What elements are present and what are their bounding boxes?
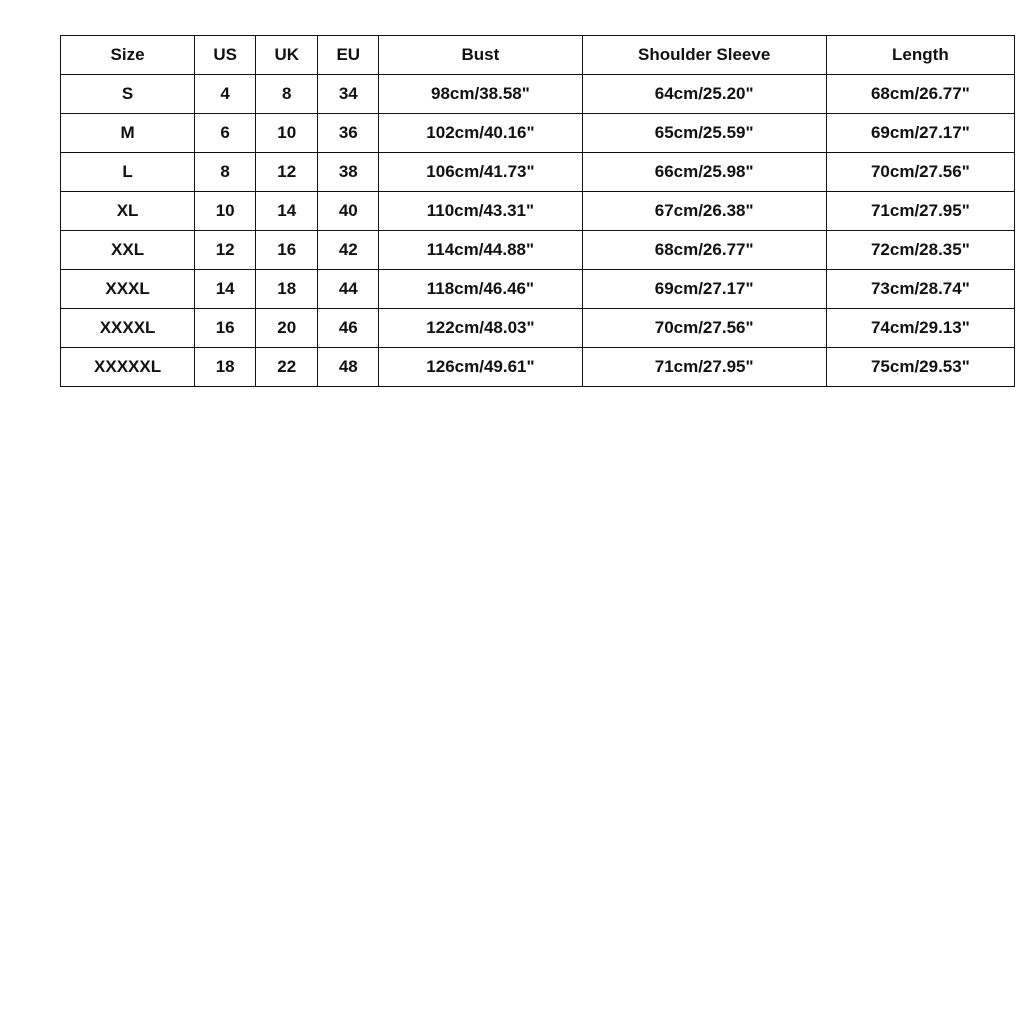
cell-us: 10 xyxy=(195,192,256,231)
header-bust: Bust xyxy=(379,36,582,75)
cell-bust: 98cm/38.58" xyxy=(379,75,582,114)
cell-length: 68cm/26.77" xyxy=(826,75,1014,114)
cell-shoulder-sleeve: 64cm/25.20" xyxy=(582,75,826,114)
header-us: US xyxy=(195,36,256,75)
cell-size: XXXXXL xyxy=(61,348,195,387)
cell-length: 75cm/29.53" xyxy=(826,348,1014,387)
cell-size: XXL xyxy=(61,231,195,270)
cell-us: 14 xyxy=(195,270,256,309)
table-row xyxy=(61,270,1015,309)
cell-eu: 44 xyxy=(318,270,379,309)
cell-bust: 126cm/49.61" xyxy=(379,348,582,387)
header-eu: EU xyxy=(318,36,379,75)
cell-size: XL xyxy=(61,192,195,231)
cell-shoulder-sleeve: 70cm/27.56" xyxy=(582,309,826,348)
cell-us: 8 xyxy=(195,153,256,192)
cell-bust: 110cm/43.31" xyxy=(379,192,582,231)
cell-size: XXXL xyxy=(61,270,195,309)
cell-eu: 34 xyxy=(318,75,379,114)
cell-uk: 20 xyxy=(256,309,318,348)
cell-eu: 36 xyxy=(318,114,379,153)
cell-bust: 118cm/46.46" xyxy=(379,270,582,309)
cell-shoulder-sleeve: 67cm/26.38" xyxy=(582,192,826,231)
cell-us: 16 xyxy=(195,309,256,348)
table-row xyxy=(61,114,1015,153)
cell-us: 6 xyxy=(195,114,256,153)
cell-shoulder-sleeve: 66cm/25.98" xyxy=(582,153,826,192)
cell-size: M xyxy=(61,114,195,153)
cell-eu: 42 xyxy=(318,231,379,270)
header-uk: UK xyxy=(256,36,318,75)
cell-length: 71cm/27.95" xyxy=(826,192,1014,231)
cell-bust: 114cm/44.88" xyxy=(379,231,582,270)
header-length: Length xyxy=(826,36,1014,75)
cell-shoulder-sleeve: 65cm/25.59" xyxy=(582,114,826,153)
cell-shoulder-sleeve: 71cm/27.95" xyxy=(582,348,826,387)
cell-eu: 38 xyxy=(318,153,379,192)
cell-uk: 14 xyxy=(256,192,318,231)
table-row xyxy=(61,309,1015,348)
cell-length: 70cm/27.56" xyxy=(826,153,1014,192)
table-header-row xyxy=(61,36,1015,75)
cell-uk: 10 xyxy=(256,114,318,153)
cell-length: 74cm/29.13" xyxy=(826,309,1014,348)
cell-uk: 16 xyxy=(256,231,318,270)
cell-size: L xyxy=(61,153,195,192)
cell-us: 12 xyxy=(195,231,256,270)
table-row xyxy=(61,192,1015,231)
size-chart-table xyxy=(60,35,1015,387)
table-row xyxy=(61,153,1015,192)
cell-us: 18 xyxy=(195,348,256,387)
cell-length: 73cm/28.74" xyxy=(826,270,1014,309)
cell-length: 69cm/27.17" xyxy=(826,114,1014,153)
cell-uk: 22 xyxy=(256,348,318,387)
cell-eu: 48 xyxy=(318,348,379,387)
table-row xyxy=(61,231,1015,270)
cell-us: 4 xyxy=(195,75,256,114)
cell-length: 72cm/28.35" xyxy=(826,231,1014,270)
cell-bust: 102cm/40.16" xyxy=(379,114,582,153)
cell-eu: 46 xyxy=(318,309,379,348)
cell-uk: 8 xyxy=(256,75,318,114)
table-row xyxy=(61,75,1015,114)
cell-eu: 40 xyxy=(318,192,379,231)
cell-bust: 106cm/41.73" xyxy=(379,153,582,192)
cell-shoulder-sleeve: 69cm/27.17" xyxy=(582,270,826,309)
cell-shoulder-sleeve: 68cm/26.77" xyxy=(582,231,826,270)
header-size: Size xyxy=(61,36,195,75)
header-shoulder-sleeve: Shoulder Sleeve xyxy=(582,36,826,75)
table-row xyxy=(61,348,1015,387)
cell-bust: 122cm/48.03" xyxy=(379,309,582,348)
cell-uk: 12 xyxy=(256,153,318,192)
cell-uk: 18 xyxy=(256,270,318,309)
cell-size: S xyxy=(61,75,195,114)
cell-size: XXXXL xyxy=(61,309,195,348)
